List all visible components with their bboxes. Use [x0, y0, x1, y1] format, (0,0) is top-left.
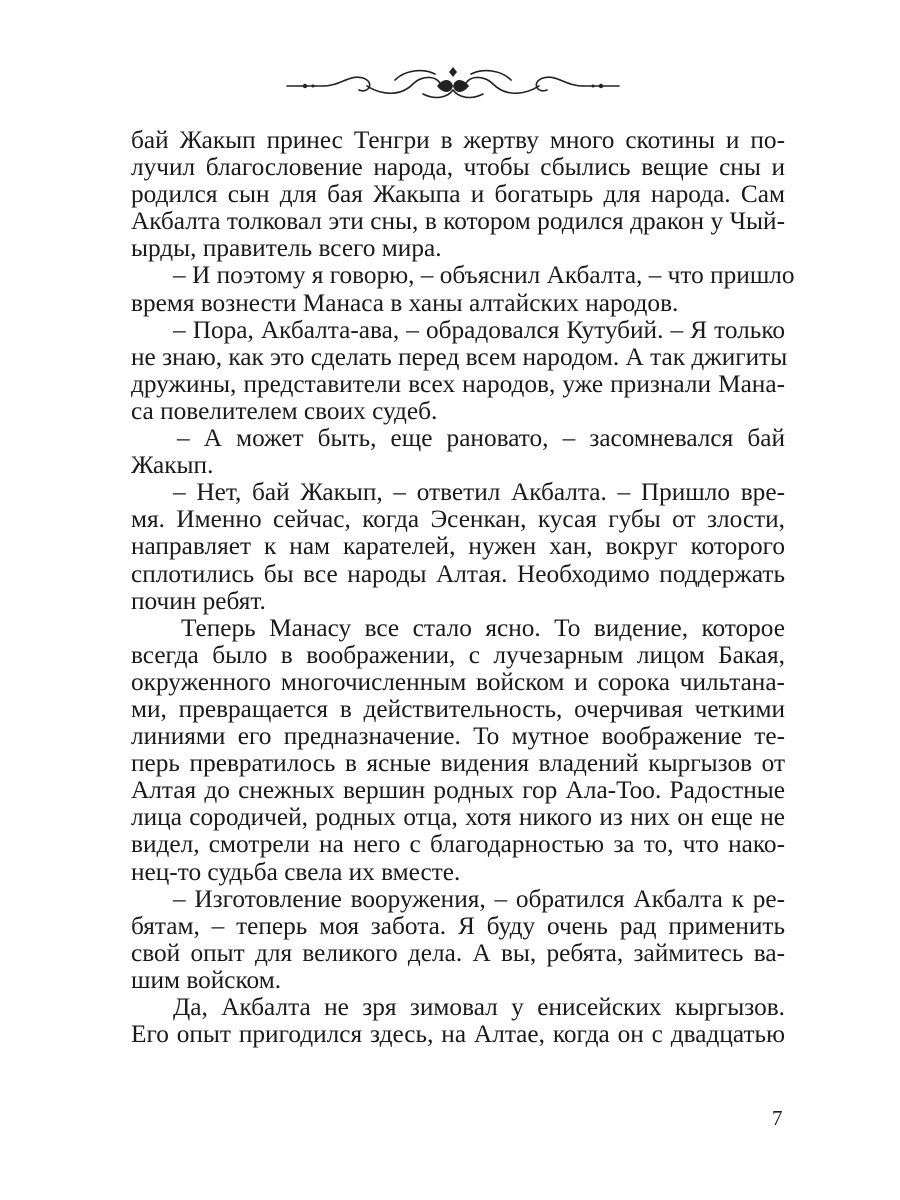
text-line: всегда было в воображении, с лучезарным лицом Бакая,	[131, 640, 785, 669]
text-line: видел, смотрели на него с благодарностью за то, что нако-	[131, 830, 785, 859]
text-line: лучил благословение народа, чтобы сбылись вещие сны и	[131, 153, 785, 182]
text-line: Алтая до снежных вершин родных гор Ала-Тоо. Радостные	[131, 776, 785, 805]
text-line: Его опыт пригодился здесь, на Алтае, когда он с двадцатью	[131, 1020, 785, 1049]
header-ornament-icon	[283, 66, 623, 106]
page-number: 7	[772, 1106, 783, 1130]
text-line: са повелителем своих судеб.	[131, 396, 438, 425]
text-line: почин ребят.	[131, 586, 266, 615]
text-line: линиями его предназначение. То мутное воображение те-	[131, 722, 785, 751]
text-line: окруженного многочисленным войском и сорока чильтана-	[131, 667, 785, 696]
text-line: свой опыт для великого дела. А вы, ребята, займитесь ва-	[131, 938, 785, 967]
text-line: бай Жакып принес Тенгри в жертву много скотины и по-	[131, 126, 785, 154]
text-line: ми, превращается в действительность, очерчивая четкими	[131, 694, 785, 723]
text-line: – Нет, бай Жакып, – ответил Акбалта. – Пришло вре-	[173, 478, 785, 507]
text-line: не знаю, как это сделать перед всем народом. А так джигиты	[131, 342, 788, 371]
text-line: направляет к нам карателей, нужен хан, вокруг которого	[131, 532, 785, 561]
text-line: лица сородичей, родных отца, хотя никого из них он еще не	[131, 803, 785, 832]
text-line: перь превратилось в ясные видения владений кыргызов от	[131, 749, 785, 778]
body-text	[131, 126, 795, 1049]
text-line: шим войском.	[131, 965, 282, 994]
text-line: родился сын для бая Жакыпа и богатырь для народа. Сам	[131, 180, 785, 209]
text-line: – И поэтому я говорю, – объяснил Акбалта, – что пришло	[173, 261, 795, 290]
text-line: ырды, правитель всего мира.	[131, 234, 442, 263]
text-line: Акбалта толковал эти сны, в котором родился дракон у Чый-	[131, 207, 785, 236]
text-line: Жакып.	[131, 451, 214, 480]
text-line: – Изготовление вооружения, – обратился Акбалта к ре-	[173, 884, 785, 913]
text-line: бятам, – теперь моя забота. Я буду очень рад применить	[131, 911, 785, 940]
text-line: Теперь Манасу все стало ясно. То видение, которое	[181, 613, 785, 642]
text-line: сплотились бы все народы Алтая. Необходимо поддержать	[131, 559, 785, 588]
text-line: Да, Акбалта не зря зимовал у енисейских кыргызов.	[173, 993, 785, 1021]
text-line: мя. Именно сейчас, когда Эсенкан, кусая губы от злости,	[131, 505, 785, 534]
text-line: дружины, представители всех народов, уже признали Мана-	[131, 369, 785, 398]
text-line: – А может быть, еще рановато, – засомневался бай	[177, 424, 785, 453]
text-line: нец-то судьба свела их вместе.	[131, 857, 461, 886]
text-line: время вознести Манаса в ханы алтайских народов.	[131, 288, 679, 317]
text-line: – Пора, Акбалта-ава, – обрадовался Кутубий. – Я только	[173, 315, 785, 344]
